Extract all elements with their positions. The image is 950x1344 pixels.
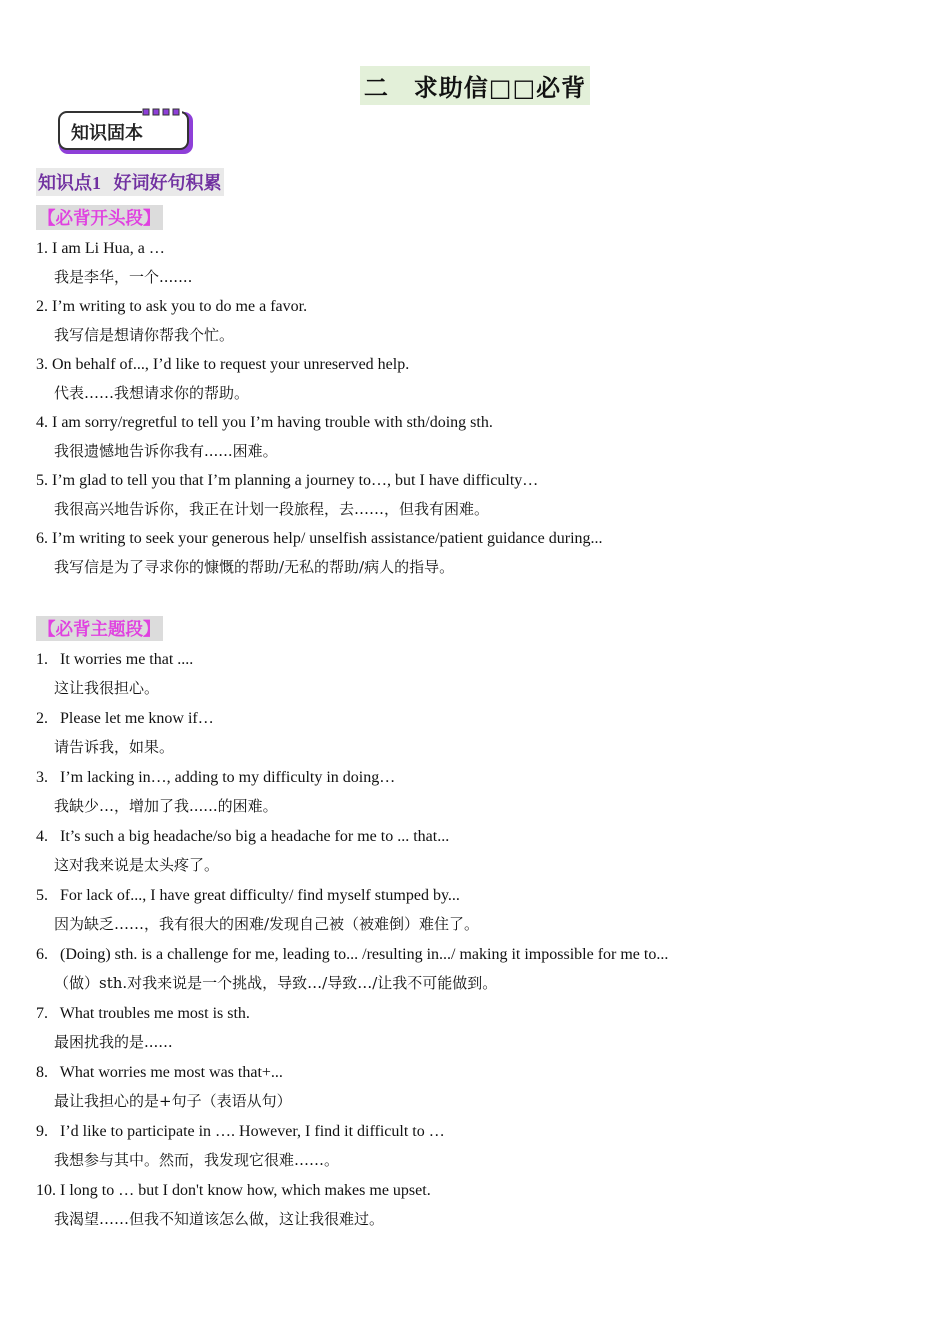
page-title: 二 求助信□□必背 bbox=[360, 66, 590, 105]
chinese-translation: 这让我很担心。 bbox=[54, 679, 160, 697]
english-sentence: 1. It worries me that .... bbox=[36, 651, 194, 668]
english-sentence: 5. I’m glad to tell you that I’m planning a journey to…, but I have difficulty… bbox=[36, 472, 539, 489]
chinese-translation: 我想参与其中。然而，我发现它很难……。 bbox=[54, 1151, 340, 1169]
knowledge-badge bbox=[57, 106, 199, 158]
chinese-translation: （做）sth.对我来说是一个挑战，导致…/导致…/让我不可能做到。 bbox=[54, 974, 498, 992]
chinese-translation: 我写信是想请你帮我个忙。 bbox=[54, 326, 235, 344]
list-item bbox=[36, 645, 916, 703]
list-item bbox=[36, 234, 916, 292]
chinese-translation: 我很遗憾地告诉你我有......困难。 bbox=[54, 442, 278, 460]
opening-heading: 【必背开头段】 bbox=[36, 205, 163, 230]
chinese-translation: 最让我担心的是+句子（表语从句） bbox=[54, 1092, 292, 1110]
english-sentence: 6. I’m writing to seek your generous help/ unselfish assistance/patient guidance during... bbox=[36, 530, 603, 547]
list-item bbox=[36, 466, 916, 524]
english-sentence: 8. What worries me most was that+... bbox=[36, 1064, 283, 1081]
list-item bbox=[36, 408, 916, 466]
list-item bbox=[36, 1058, 916, 1116]
list-item bbox=[36, 763, 916, 821]
list-item bbox=[36, 524, 916, 582]
list-item bbox=[36, 1117, 916, 1175]
section-rest: 好词好句积累 bbox=[113, 173, 222, 194]
chinese-translation: 我渴望……但我不知道该怎么做，这让我很难过。 bbox=[54, 1210, 385, 1228]
list-item bbox=[36, 881, 916, 939]
english-sentence: 10. I long to … but I don't know how, which makes me upset. bbox=[36, 1182, 431, 1199]
chinese-translation: 请告诉我，如果。 bbox=[54, 738, 175, 756]
list-item bbox=[36, 999, 916, 1057]
chinese-translation: 我缺少…，增加了我......的困难。 bbox=[54, 797, 278, 815]
title-wrap bbox=[0, 66, 950, 105]
badge-label: 知识固本 bbox=[71, 123, 143, 144]
body-heading: 【必背主题段】 bbox=[36, 616, 163, 641]
english-sentence: 5. For lack of..., I have great difficulty/ find myself stumped by... bbox=[36, 887, 460, 904]
list-item bbox=[36, 350, 916, 408]
english-sentence: 2. I’m writing to ask you to do me a favor. bbox=[36, 298, 308, 315]
body-list bbox=[36, 645, 916, 1235]
english-sentence: 7. What troubles me most is sth. bbox=[36, 1005, 250, 1022]
english-sentence: 1. I am Li Hua, a … bbox=[36, 240, 165, 257]
english-sentence: 2. Please let me know if… bbox=[36, 710, 214, 727]
section-title bbox=[36, 168, 224, 196]
opening-list bbox=[36, 234, 916, 582]
chinese-translation: 我写信是为了寻求你的慷慨的帮助/无私的帮助/病人的指导。 bbox=[54, 558, 455, 576]
english-sentence: 3. On behalf of..., I’d like to request your unreserved help. bbox=[36, 356, 410, 373]
list-item bbox=[36, 704, 916, 762]
english-sentence: 9. I’d like to participate in …. However, I find it difficult to … bbox=[36, 1123, 445, 1140]
list-item bbox=[36, 940, 916, 998]
list-item bbox=[36, 292, 916, 350]
list-item bbox=[36, 1176, 916, 1234]
chinese-translation: 最困扰我的是...... bbox=[54, 1033, 173, 1051]
english-sentence: 6. (Doing) sth. is a challenge for me, leading to... /resulting in.../ making it impossible for me to... bbox=[36, 946, 669, 963]
english-sentence: 4. I am sorry/regretful to tell you I’m having trouble with sth/doing sth. bbox=[36, 414, 493, 431]
english-sentence: 3. I’m lacking in…, adding to my difficulty in doing… bbox=[36, 769, 396, 786]
chinese-translation: 这对我来说是太头疼了。 bbox=[54, 856, 220, 874]
chinese-translation: 我很高兴地告诉你，我正在计划一段旅程，去……，但我有困难。 bbox=[54, 500, 490, 518]
section-label: 知识点 bbox=[38, 173, 92, 194]
section-number: 1 bbox=[92, 173, 101, 193]
list-item bbox=[36, 822, 916, 880]
english-sentence: 4. It’s such a big headache/so big a headache for me to ... that... bbox=[36, 828, 450, 845]
chinese-translation: 我是李华，一个....... bbox=[54, 268, 193, 286]
chinese-translation: 代表……我想请求你的帮助。 bbox=[54, 384, 250, 402]
chinese-translation: 因为缺乏……，我有很大的困难/发现自己被（被难倒）难住了。 bbox=[54, 915, 480, 933]
